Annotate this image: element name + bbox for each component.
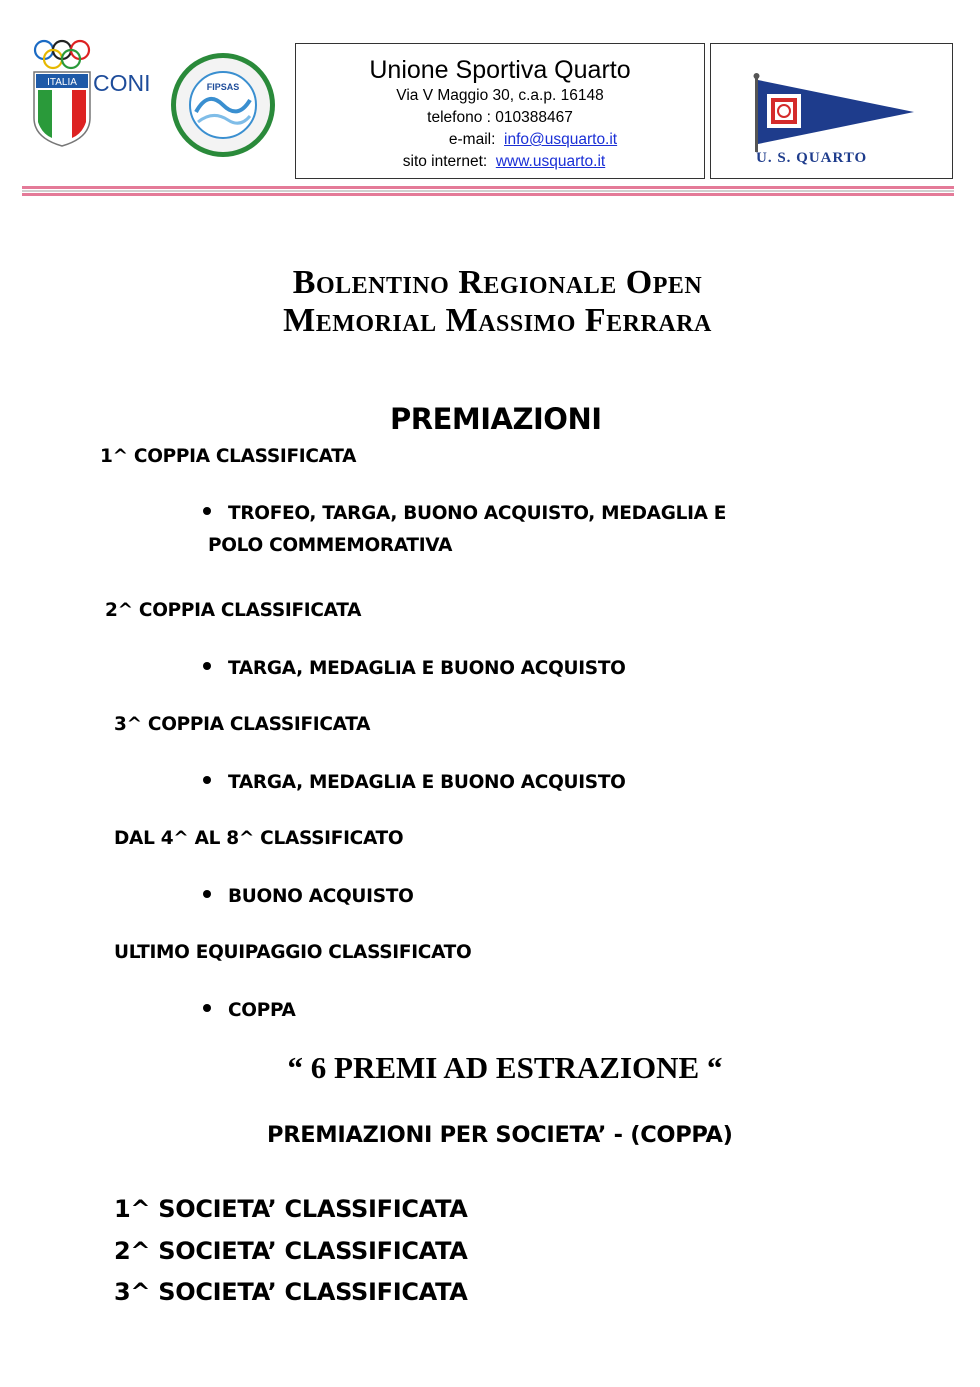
flag-caption: U. S. QUARTO <box>756 150 868 166</box>
club-email-line <box>296 129 704 151</box>
bullet-icon <box>203 662 211 670</box>
fipsas-logo <box>168 50 278 160</box>
bullet-icon <box>203 890 211 898</box>
svg-text:CONI: CONI <box>93 70 151 96</box>
bullet-icon <box>203 1004 211 1012</box>
email-link[interactable]: info@usquarto.it <box>504 131 618 148</box>
event-title-line1: Bolentino Regionale Open <box>292 264 703 301</box>
societa-heading: PREMIAZIONI PER SOCIETA’ - (COPPA) <box>267 1122 733 1148</box>
flag-logo-box <box>710 43 953 179</box>
club-site-line <box>296 151 704 173</box>
header-rule-bottom <box>22 193 954 196</box>
bullet-icon <box>203 776 211 784</box>
club-address: Via V Maggio 30, c.a.p. 16148 <box>396 87 604 104</box>
prize-item-continued: POLO COMMEMORATIVA <box>208 535 453 556</box>
svg-text:ITALIA: ITALIA <box>47 77 77 88</box>
societa-item: 1^ SOCIETA’ CLASSIFICATA <box>114 1195 468 1223</box>
category-label: 1^ COPPIA CLASSIFICATA <box>100 446 357 467</box>
category-label: DAL 4^ AL 8^ CLASSIFICATO <box>114 828 404 849</box>
svg-text:FIPSAS: FIPSAS <box>206 82 240 92</box>
category-label: 3^ COPPIA CLASSIFICATA <box>114 714 371 735</box>
estrazione-heading: “ 6 PREMI AD ESTRAZIONE “ <box>287 1050 723 1085</box>
societa-item: 2^ SOCIETA’ CLASSIFICATA <box>114 1237 468 1265</box>
premiazioni-heading: PREMIAZIONI <box>390 402 602 436</box>
prize-item: COPPA <box>203 1000 296 1021</box>
email-label: e-mail: <box>448 131 496 148</box>
site-link[interactable]: www.usquarto.it <box>495 153 606 170</box>
prize-item: TARGA, MEDAGLIA E BUONO ACQUISTO <box>203 658 626 679</box>
club-phone: telefono : 010388467 <box>427 109 573 126</box>
prize-item: BUONO ACQUISTO <box>203 886 414 907</box>
bullet-icon <box>203 507 211 515</box>
prize-item: TARGA, MEDAGLIA E BUONO ACQUISTO <box>203 772 626 793</box>
header-rule-top <box>22 186 954 189</box>
event-title-line2: Memorial Massimo Ferrara <box>283 302 712 339</box>
header-rule-middle <box>22 190 954 192</box>
category-label: 2^ COPPIA CLASSIFICATA <box>105 600 362 621</box>
societa-item: 3^ SOCIETA’ CLASSIFICATA <box>114 1278 468 1306</box>
club-name: Unione Sportiva Quarto <box>369 56 631 84</box>
coni-logo <box>30 38 165 150</box>
club-info-box <box>295 43 705 179</box>
site-label: sito internet: <box>402 153 488 170</box>
prize-item: TROFEO, TARGA, BUONO ACQUISTO, MEDAGLIA E <box>203 503 726 524</box>
category-label: ULTIMO EQUIPAGGIO CLASSIFICATO <box>114 942 472 963</box>
